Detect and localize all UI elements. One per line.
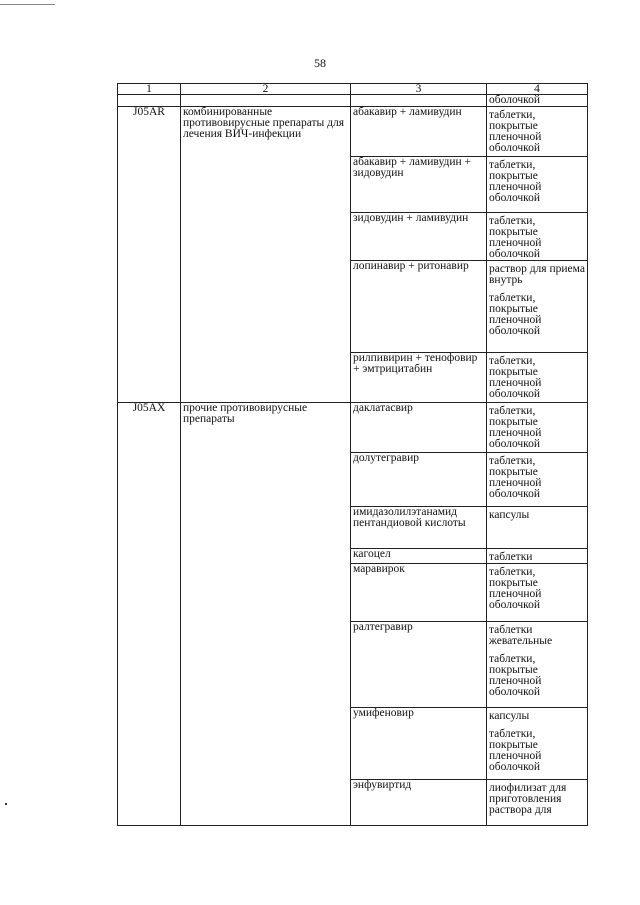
dosage-form: таблетки, покрытые пленочной оболочкой [489,405,542,450]
dosage-form: раствор для приема внутрь [489,263,585,286]
drug-name: рилпивирин + тенофовир + эмтрицитабин [351,353,487,403]
drug-name: энфувиртид [351,780,487,826]
page-number: 58 [314,56,326,70]
dosage-forms [487,780,588,826]
header-col-2: 2 [181,84,351,95]
dosage-form: таблетки, покрытые пленочной оболочкой [489,355,542,400]
dosage-forms [487,157,588,213]
drug-name: зидовудин + ламивудин [351,213,487,261]
group-name: прочие противовирусные препараты [181,403,351,826]
drug-name: лопинавир + ритонавир [351,261,487,353]
group-code: J05AR [118,107,181,403]
group-name: комбинированные противовирусные препараты для лечения ВИЧ-инфекции [181,107,351,403]
drug-name: маравирок [351,564,487,622]
top-rule [0,0,55,5]
table-row [118,107,588,157]
dosage-form: таблетки, покрытые пленочной оболочкой [489,728,542,773]
dosage-form: таблетки, покрытые пленочной оболочкой [489,109,542,154]
drug-table [117,83,588,826]
header-col-1: 1 [118,84,181,95]
dosage-forms [487,353,588,403]
dosage-form: таблетки [489,551,533,563]
header-row [118,84,588,95]
dosage-forms [487,261,588,353]
drug-name: умифеновир [351,708,487,780]
dosage-forms [487,708,588,780]
dosage-forms [487,453,588,507]
dosage-forms [487,549,588,564]
dosage-forms [487,622,588,708]
dosage-forms [487,213,588,261]
dosage-form: таблетки, покрытые пленочной оболочкой [489,215,542,260]
dosage-form: лиофилизат для приготовления раствора для [489,782,567,816]
dosage-form: таблетки, покрытые пленочной оболочкой [489,455,542,500]
drug-name: ралтегравир [351,622,487,708]
drug-name: абакавир + ламивудин + зидовудин [351,157,487,213]
scan-dot [5,803,7,805]
dosage-form: таблетки жевательные [489,624,553,647]
dosage-forms [487,403,588,453]
group-code: J05AX [118,403,181,826]
drug-name: абакавир + ламивудин [351,107,487,157]
continuation-row [118,95,588,107]
cell-empty [181,95,351,107]
dosage-form: таблетки, покрытые пленочной оболочкой [489,566,542,611]
dosage-form: таблетки, покрытые пленочной оболочкой [489,292,542,337]
drug-table-body [118,84,588,826]
dosage-forms [487,107,588,157]
dosage-forms [487,507,588,549]
continuation-form: оболочкой [487,95,588,107]
drug-name: даклатасвир [351,403,487,453]
table-row [118,403,588,453]
dosage-form: капсулы [489,710,530,722]
dosage-forms [487,564,588,622]
drug-name: имидазолилэтанамид пентандиовой кислоты [351,507,487,549]
header-col-4: 4 [487,84,588,95]
dosage-form: таблетки, покрытые пленочной оболочкой [489,653,542,698]
drug-name: кагоцел [351,549,487,564]
dosage-form: таблетки, покрытые пленочной оболочкой [489,159,542,204]
dosage-form: капсулы [489,509,530,521]
cell-empty [118,95,181,107]
cell-empty [351,95,487,107]
drug-name: долутегравир [351,453,487,507]
header-col-3: 3 [351,84,487,95]
